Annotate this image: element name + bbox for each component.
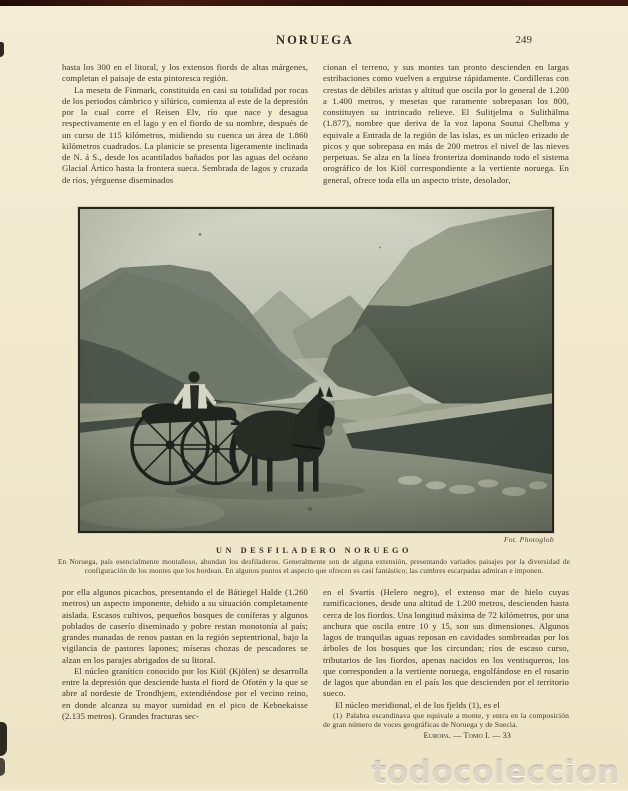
figure-caption: En Noruega, país esencialmente montañoso, abundan los desfiladeros. Generalmente son de alguna extensión, presentando variados paisajes por la diversidad de configuración de los montes que los bordean. En algunos puntos el aspecto que ofrecen es casi fantástico; las cumbres escarpadas admiran e imponen. — [58, 557, 570, 576]
body-paragraph: hasta los 300 en el litoral, y los extensos fiords de altas márgenes, completan el paisaje de esta pintoresca región. — [62, 62, 308, 84]
bottom-left-column — [62, 587, 308, 741]
gorge-photo-illustration — [80, 209, 552, 531]
body-paragraph: La meseta de Finmark, constituida en casi su totalidad por rocas de los periodos cámbrico y silúrico, comienza al este de la depresión por la cual corre el Reisen Elv, río que nace y desagua respectivamente en el lago y en el fiordo de su nombre, después de un curso de 115 kilómetros, midiendo su cuenca un área de 1.860 kilómetros cuadrados. La planicie se presenta ligeramente inclinada de N. á S., desde los acantilados bañados por las aguas del océano Glacial Ártico hasta la frontera sueca. Sembrada de lagos y cruzada de ríos, yérguense diseminados — [62, 84, 308, 185]
body-paragraph: El núcleo granítico conocido por los Kiöl (Kjölen) se desarrolla entre la depresión que desciende hasta el fiord de Ofotén y la que se abre al nordeste de Trondhjem, extendiéndose por el vecino reino, en donde alcanza su mayor sumidad en el pico de Kebnekaisse (2.135 metros). Grandes fracturas sec- — [62, 665, 308, 721]
scan-edge-mark — [0, 758, 5, 776]
scan-top-strip — [0, 0, 628, 6]
body-paragraph: por ella algunos picachos, presentando el de Bátiegel Halde (1.260 metros) un aspecto imponente, debido a su situación completamente aislada. Escasos cultivos, pequeños bosques de coníferas y algunos poblados de caserío diseminado y pobre restan monotonía al país; grandes manadas de renos pastan en la región septentrional, bajo la vigilancia de pastores lapones; míseras chozas de pescadores se alzan en los parajes abrigados de su litoral. — [62, 587, 308, 665]
footnote: (1) Palabra escandinava que equivale a monte, y entra en la composición de gran número de voces geográficas de Noruega y de Suecia. — [323, 710, 569, 730]
top-text-columns — [62, 62, 569, 186]
scan-edge-mark — [0, 42, 4, 57]
body-paragraph: El núcleo meridional, el de los fjelds (1), es el — [335, 699, 500, 710]
top-left-column — [62, 62, 308, 186]
body-paragraph: en el Svartis (Helero negro), el extenso mar de hielo cuyas ramificaciones, desde una altitud de 1.200 metros, descienden hasta cerca de los fiordos. Una longitud máxima de 72 kilómetros, por una anchura que oscila entre 10 y 15, son sus dimensiones. Algunos lagos de tranquilas aguas reposan en cavidades sombreadas por los árboles de los bosques que los circundan; ríos de escaso curso, tributarios de los fiordos, apenas nacidos en los ventisqueros, los que corresponden a la vertiente noruega, engolfándose en el rosario de lagos que abundan en el país los que descienden por el territorio sueco. — [323, 587, 569, 699]
bottom-right-column — [323, 587, 569, 741]
page-number: 249 — [515, 34, 532, 46]
page-header — [62, 33, 568, 49]
top-right-column — [323, 62, 569, 186]
body-paragraph: cionan el terreno, y sus montes tan pronto descienden en largas estribaciones como vuelven a erguirse rápidamente. Cordilleras con crestas de débiles aristas y altitud que oscila por lo general de 1.200 a 1.400 metros, y mesetas que raramente sobrepasan los 800, constituyen su intrincado relieve. El Sulitjelma o Sulithälma (1.877), nombre que deriva de la voz lapona Soutui Chelbma y equivale a Entrada de la región de las islas, es un núcleo erizado de picos y que sobrepasa en más de 200 metros el nivel de las nieves perpetuas. Se alza en la línea fronteriza dominando todo el sistema orográfico de los Kiöl correspondiente a la vertiente noruega. En general, ofrece toda ella un aspecto triste, desolador, — [323, 62, 569, 185]
volume-footer: Europa. — Tomo I. — 33 — [423, 730, 511, 740]
figure-photo — [78, 207, 554, 533]
photo-credit: Fot. Photoglob — [503, 535, 554, 544]
todocoleccion-watermark: todocoleccion — [371, 755, 620, 791]
bottom-text-columns — [62, 587, 569, 741]
scan-edge-mark — [0, 722, 7, 756]
page-title: NORUEGA — [276, 33, 354, 47]
figure-caption-title: UN DESFILADERO NORUEGO — [216, 546, 412, 555]
